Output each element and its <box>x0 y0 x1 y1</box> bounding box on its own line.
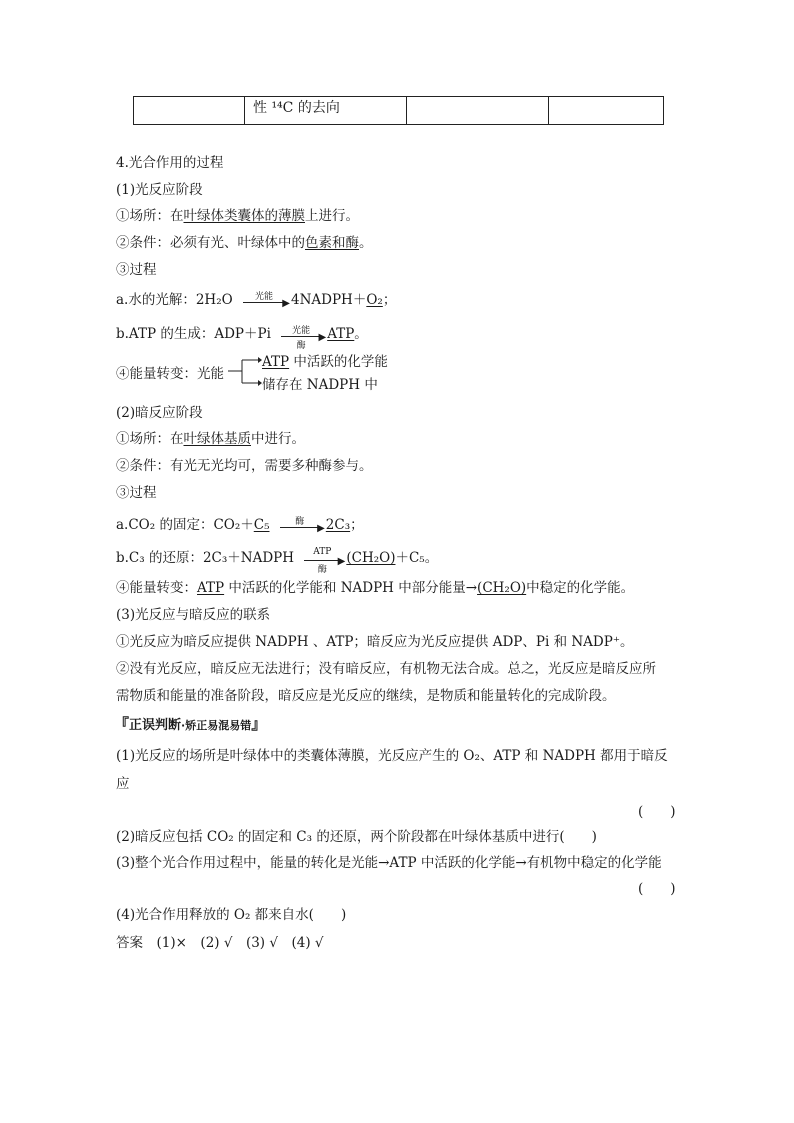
dark-energy <box>116 576 634 596</box>
text: b.C₃ 的还原：2C₃＋NADPH <box>116 550 295 566</box>
dark-condition: ②条件：有光无光均可，需要多种酶参与。 <box>116 458 373 474</box>
table-fragment <box>133 96 664 125</box>
judge-header: 『正误判断·矫正易混易错』 <box>114 715 267 733</box>
judge-subtitle: ·矫正易混易错 <box>181 719 252 732</box>
arrow-label: 光能 <box>292 326 311 336</box>
underlined-answer: 叶绿体类囊体的薄膜 <box>183 208 305 224</box>
underlined-answer: ATP <box>197 580 225 596</box>
table-cell <box>407 97 549 125</box>
text: ①场所：在 <box>116 208 184 224</box>
light-place <box>116 204 359 224</box>
question-2: (2)暗反应包括 CO₂ 的固定和 C₃ 的还原，两个阶段都在叶绿体基质中进行( ) <box>116 829 597 845</box>
subsection-title: (2)暗反应阶段 <box>116 405 203 421</box>
underlined-answer: ATP <box>262 354 290 370</box>
text: ； <box>382 292 397 308</box>
question-1-line2: 应 <box>116 776 130 792</box>
subsection-title: (3)光反应与暗反应的联系 <box>116 607 271 623</box>
arrow-label: 酶 <box>317 565 327 575</box>
link-p2-line1: ②没有光反应，暗反应无法进行；没有暗反应，有机物无法合成。总之，光反应是暗反应所 <box>116 661 656 677</box>
judge-title: 正误判断 <box>129 718 182 733</box>
c3-reduction <box>116 546 439 575</box>
water-photolysis <box>116 288 396 308</box>
text: ①场所：在 <box>116 431 184 447</box>
underlined-answer: O₂ <box>366 292 383 308</box>
section-title: 4.光合作用的过程 <box>116 155 224 171</box>
energy-branch-1 <box>262 350 388 370</box>
reaction-arrow: 光能 ▶ 酶 <box>281 332 321 337</box>
table-cell <box>134 97 245 125</box>
branch-bracket <box>228 356 262 388</box>
subsection-title: (1)光反应阶段 <box>116 182 203 198</box>
light-process-title: ③过程 <box>116 262 157 278</box>
text: 。 <box>354 326 368 342</box>
text: a.CO₂ 的固定：CO₂＋ <box>116 517 254 533</box>
question-1-line1: (1)光反应的场所是叶绿体中的类囊体薄膜，光反应产生的 O₂、ATP 和 NADPH 都用于暗反 <box>116 748 668 764</box>
arrow-label: ATP <box>313 547 332 557</box>
underlined-answer: (CH₂O) <box>477 580 527 596</box>
link-p1: ①光反应为暗反应提供 NADPH 、ATP；暗反应为光反应提供 ADP、Pi 和 NADP⁺。 <box>116 634 634 650</box>
co2-fixation <box>116 513 364 533</box>
text: 中活跃的化学能 <box>289 354 388 370</box>
text: 中稳定的化学能。 <box>526 580 635 596</box>
table-cell: 性 ¹⁴C 的去向 <box>245 97 407 125</box>
text: a.水的光解：2H₂O <box>116 292 233 308</box>
answer-blank[interactable]: ( ) <box>638 804 676 820</box>
question-4: (4)光合作用释放的 O₂ 都来自水( ) <box>116 907 347 923</box>
underlined-answer: 色素和酶 <box>305 235 359 251</box>
underlined-answer: ATP <box>327 326 355 342</box>
reaction-arrow: 酶 ▶ <box>280 523 320 528</box>
text: ④能量转变： <box>116 580 197 596</box>
dark-process-title: ③过程 <box>116 485 157 501</box>
table-row <box>134 97 664 125</box>
table-cell <box>549 97 664 125</box>
reaction-arrow: ATP ▶ 酶 <box>304 556 340 561</box>
underlined-answer: C₅ <box>253 517 270 533</box>
question-3: (3)整个光合作用过程中，能量的转化是光能→ATP 中活跃的化学能→有机物中稳定的化学能 <box>116 855 662 871</box>
text: 4NADPH＋ <box>290 292 367 308</box>
arrow-label: 酶 <box>295 517 305 527</box>
arrow-label: 光能 <box>254 292 273 302</box>
arrow-label: 酶 <box>296 341 306 351</box>
atp-synthesis <box>116 322 368 351</box>
text: 中进行。 <box>251 431 305 447</box>
dark-place <box>116 427 305 447</box>
underlined-answer: (CH₂O) <box>346 550 396 566</box>
underlined-answer: 叶绿体基质 <box>183 431 251 447</box>
text: b.ATP 的生成：ADP＋Pi <box>116 326 271 342</box>
text: 上进行。 <box>305 208 359 224</box>
text: ＋C₅。 <box>395 550 439 566</box>
answer-key: 答案 (1)× (2) √ (3) √ (4) √ <box>116 935 324 951</box>
energy-branch-2: 储存在 NADPH 中 <box>262 377 378 393</box>
reaction-arrow: 光能 ▶ <box>243 298 285 303</box>
link-p2-line2: 需物质和能量的准备阶段，暗反应是光反应的继续，是物质和能量转化的完成阶段。 <box>116 688 616 704</box>
text: ②条件：必须有光、叶绿体中的 <box>116 235 305 251</box>
light-energy-label: ④能量转变：光能 <box>116 366 224 382</box>
text: 。 <box>359 235 373 251</box>
text: 中活跃的化学能和 NADPH 中部分能量→ <box>224 580 478 596</box>
underlined-answer: 2C₃ <box>325 517 351 533</box>
text: ； <box>350 517 364 533</box>
light-condition <box>116 231 373 251</box>
answer-blank[interactable]: ( ) <box>638 881 676 897</box>
